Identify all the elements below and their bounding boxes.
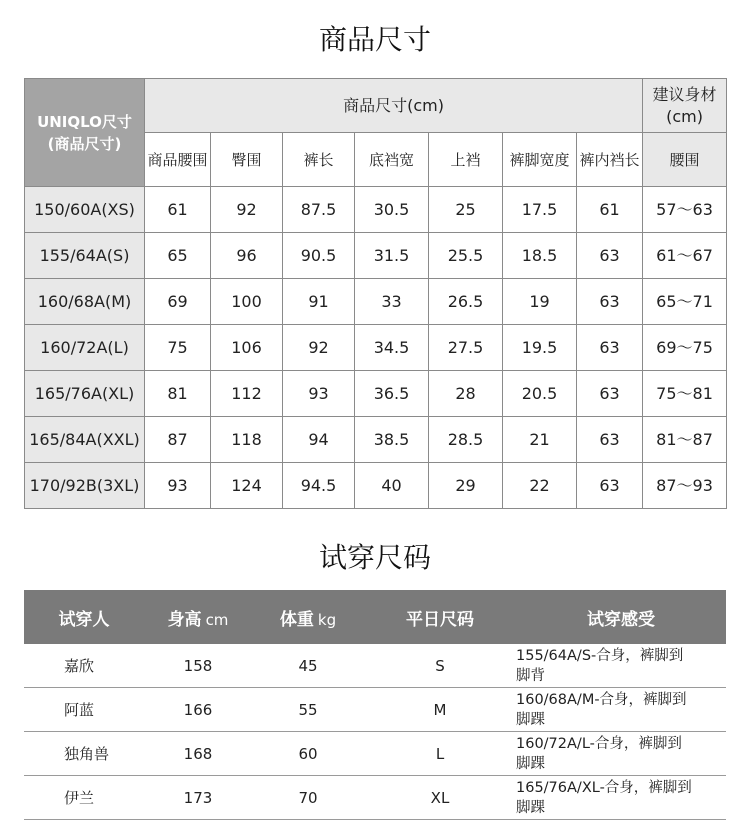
recommend-header [643, 79, 727, 133]
size-cell: 63 [577, 325, 643, 371]
size-cell: 65～71 [643, 279, 727, 325]
size-cell: 63 [577, 463, 643, 509]
fit-feedback [516, 776, 726, 820]
size-cell: 63 [577, 417, 643, 463]
size-cell: 57～63 [643, 187, 727, 233]
size-cell: 30.5 [355, 187, 429, 233]
recommend-col-header: 腰围 [643, 133, 727, 187]
col-header: 裤脚宽度 [503, 133, 577, 187]
fit-name: 独角兽 [24, 732, 144, 776]
size-corner-header [25, 79, 145, 187]
fit-header-feedback: 试穿感受 [516, 590, 726, 644]
size-cell: 75 [145, 325, 211, 371]
fit-height: 166 [144, 688, 252, 732]
size-cell: 93 [145, 463, 211, 509]
size-row [25, 371, 727, 417]
size-row [25, 233, 727, 279]
size-cell: 90.5 [283, 233, 355, 279]
size-cell: 61～67 [643, 233, 727, 279]
size-cell: 87～93 [643, 463, 727, 509]
size-cell: 94 [283, 417, 355, 463]
fit-header-height [144, 590, 252, 644]
fit-row [24, 644, 726, 688]
size-cell: 100 [211, 279, 283, 325]
size-cell: 93 [283, 371, 355, 417]
fit-row [24, 732, 726, 776]
size-cell: 18.5 [503, 233, 577, 279]
size-table [24, 78, 727, 509]
size-cell: 92 [211, 187, 283, 233]
size-cell: 94.5 [283, 463, 355, 509]
size-cell: 106 [211, 325, 283, 371]
size-label: 165/76A(XL) [25, 371, 145, 417]
size-label: 160/72A(L) [25, 325, 145, 371]
col-header: 臀围 [211, 133, 283, 187]
feedback-line2: 脚踝 [516, 755, 545, 772]
size-cell: 91 [283, 279, 355, 325]
size-cell: 28 [429, 371, 503, 417]
feedback-line2: 脚踝 [516, 799, 545, 816]
size-cell: 69～75 [643, 325, 727, 371]
fit-section-title: 试穿尺码 [318, 541, 431, 574]
size-cell: 96 [211, 233, 283, 279]
size-cell: 65 [145, 233, 211, 279]
col-header: 商品腰围 [145, 133, 211, 187]
size-group-header: 商品尺寸(cm) [145, 79, 643, 133]
weight-unit: kg [317, 610, 337, 629]
fit-weight: 55 [252, 688, 364, 732]
size-cell: 19.5 [503, 325, 577, 371]
size-row [25, 417, 727, 463]
size-cell: 81～87 [643, 417, 727, 463]
fit-header-usual-size: 平日尺码 [364, 590, 516, 644]
size-cell: 29 [429, 463, 503, 509]
fit-weight: 45 [252, 644, 364, 688]
fit-header-person: 试穿人 [24, 590, 144, 644]
size-cell: 61 [577, 187, 643, 233]
fit-feedback [516, 688, 726, 732]
fit-table [24, 590, 726, 820]
col-header: 底裆宽 [355, 133, 429, 187]
size-cell: 92 [283, 325, 355, 371]
size-cell: 21 [503, 417, 577, 463]
fit-feedback [516, 644, 726, 688]
fit-size: L [364, 732, 516, 776]
size-cell: 61 [145, 187, 211, 233]
size-cell: 81 [145, 371, 211, 417]
corner-label-line2: (商品尺寸) [47, 134, 122, 153]
size-cell: 25.5 [429, 233, 503, 279]
size-cell: 118 [211, 417, 283, 463]
size-cell: 33 [355, 279, 429, 325]
size-section-title: 商品尺寸 [318, 23, 431, 56]
recommend-header-line2: (cm) [666, 106, 703, 126]
size-label: 150/60A(XS) [25, 187, 145, 233]
size-cell: 63 [577, 233, 643, 279]
col-header: 上裆 [429, 133, 503, 187]
feedback-line1: 160/72A/L-合身，裤脚到 [516, 735, 682, 752]
size-cell: 31.5 [355, 233, 429, 279]
fit-row [24, 776, 726, 820]
size-cell: 112 [211, 371, 283, 417]
size-cell: 124 [211, 463, 283, 509]
fit-feedback [516, 732, 726, 776]
feedback-line2: 脚踝 [516, 711, 545, 728]
fit-name: 嘉欣 [24, 644, 144, 688]
corner-label-line1: UNIQLO尺寸 [37, 112, 132, 131]
size-label: 165/84A(XXL) [25, 417, 145, 463]
size-cell: 20.5 [503, 371, 577, 417]
size-cell: 87.5 [283, 187, 355, 233]
col-header: 裤内裆长 [577, 133, 643, 187]
height-label: 身高 [167, 609, 202, 630]
size-row [25, 187, 727, 233]
size-cell: 75～81 [643, 371, 727, 417]
size-row [25, 463, 727, 509]
size-row [25, 325, 727, 371]
size-label: 160/68A(M) [25, 279, 145, 325]
size-cell: 28.5 [429, 417, 503, 463]
size-label: 155/64A(S) [25, 233, 145, 279]
fit-row [24, 688, 726, 732]
size-cell: 87 [145, 417, 211, 463]
size-cell: 17.5 [503, 187, 577, 233]
fit-name: 伊兰 [24, 776, 144, 820]
size-cell: 25 [429, 187, 503, 233]
fit-height: 173 [144, 776, 252, 820]
size-cell: 63 [577, 279, 643, 325]
weight-label: 体重 [279, 609, 314, 630]
feedback-line1: 155/64A/S-合身，裤脚到 [516, 647, 684, 664]
size-cell: 22 [503, 463, 577, 509]
size-cell: 63 [577, 371, 643, 417]
fit-size: S [364, 644, 516, 688]
fit-weight: 60 [252, 732, 364, 776]
size-cell: 40 [355, 463, 429, 509]
size-cell: 27.5 [429, 325, 503, 371]
size-cell: 34.5 [355, 325, 429, 371]
size-row [25, 279, 727, 325]
feedback-line2: 脚背 [516, 667, 545, 684]
feedback-line1: 165/76A/XL-合身，裤脚到 [516, 779, 692, 796]
height-unit: cm [205, 610, 229, 629]
fit-weight: 70 [252, 776, 364, 820]
size-cell: 36.5 [355, 371, 429, 417]
recommend-header-line1: 建议身材 [652, 84, 717, 104]
fit-size: XL [364, 776, 516, 820]
feedback-line1: 160/68A/M-合身，裤脚到 [516, 691, 687, 708]
fit-size: M [364, 688, 516, 732]
fit-height: 158 [144, 644, 252, 688]
col-header: 裤长 [283, 133, 355, 187]
size-label: 170/92B(3XL) [25, 463, 145, 509]
fit-header-weight [252, 590, 364, 644]
size-cell: 19 [503, 279, 577, 325]
size-cell: 38.5 [355, 417, 429, 463]
size-cell: 69 [145, 279, 211, 325]
fit-height: 168 [144, 732, 252, 776]
size-cell: 26.5 [429, 279, 503, 325]
fit-name: 阿蓝 [24, 688, 144, 732]
